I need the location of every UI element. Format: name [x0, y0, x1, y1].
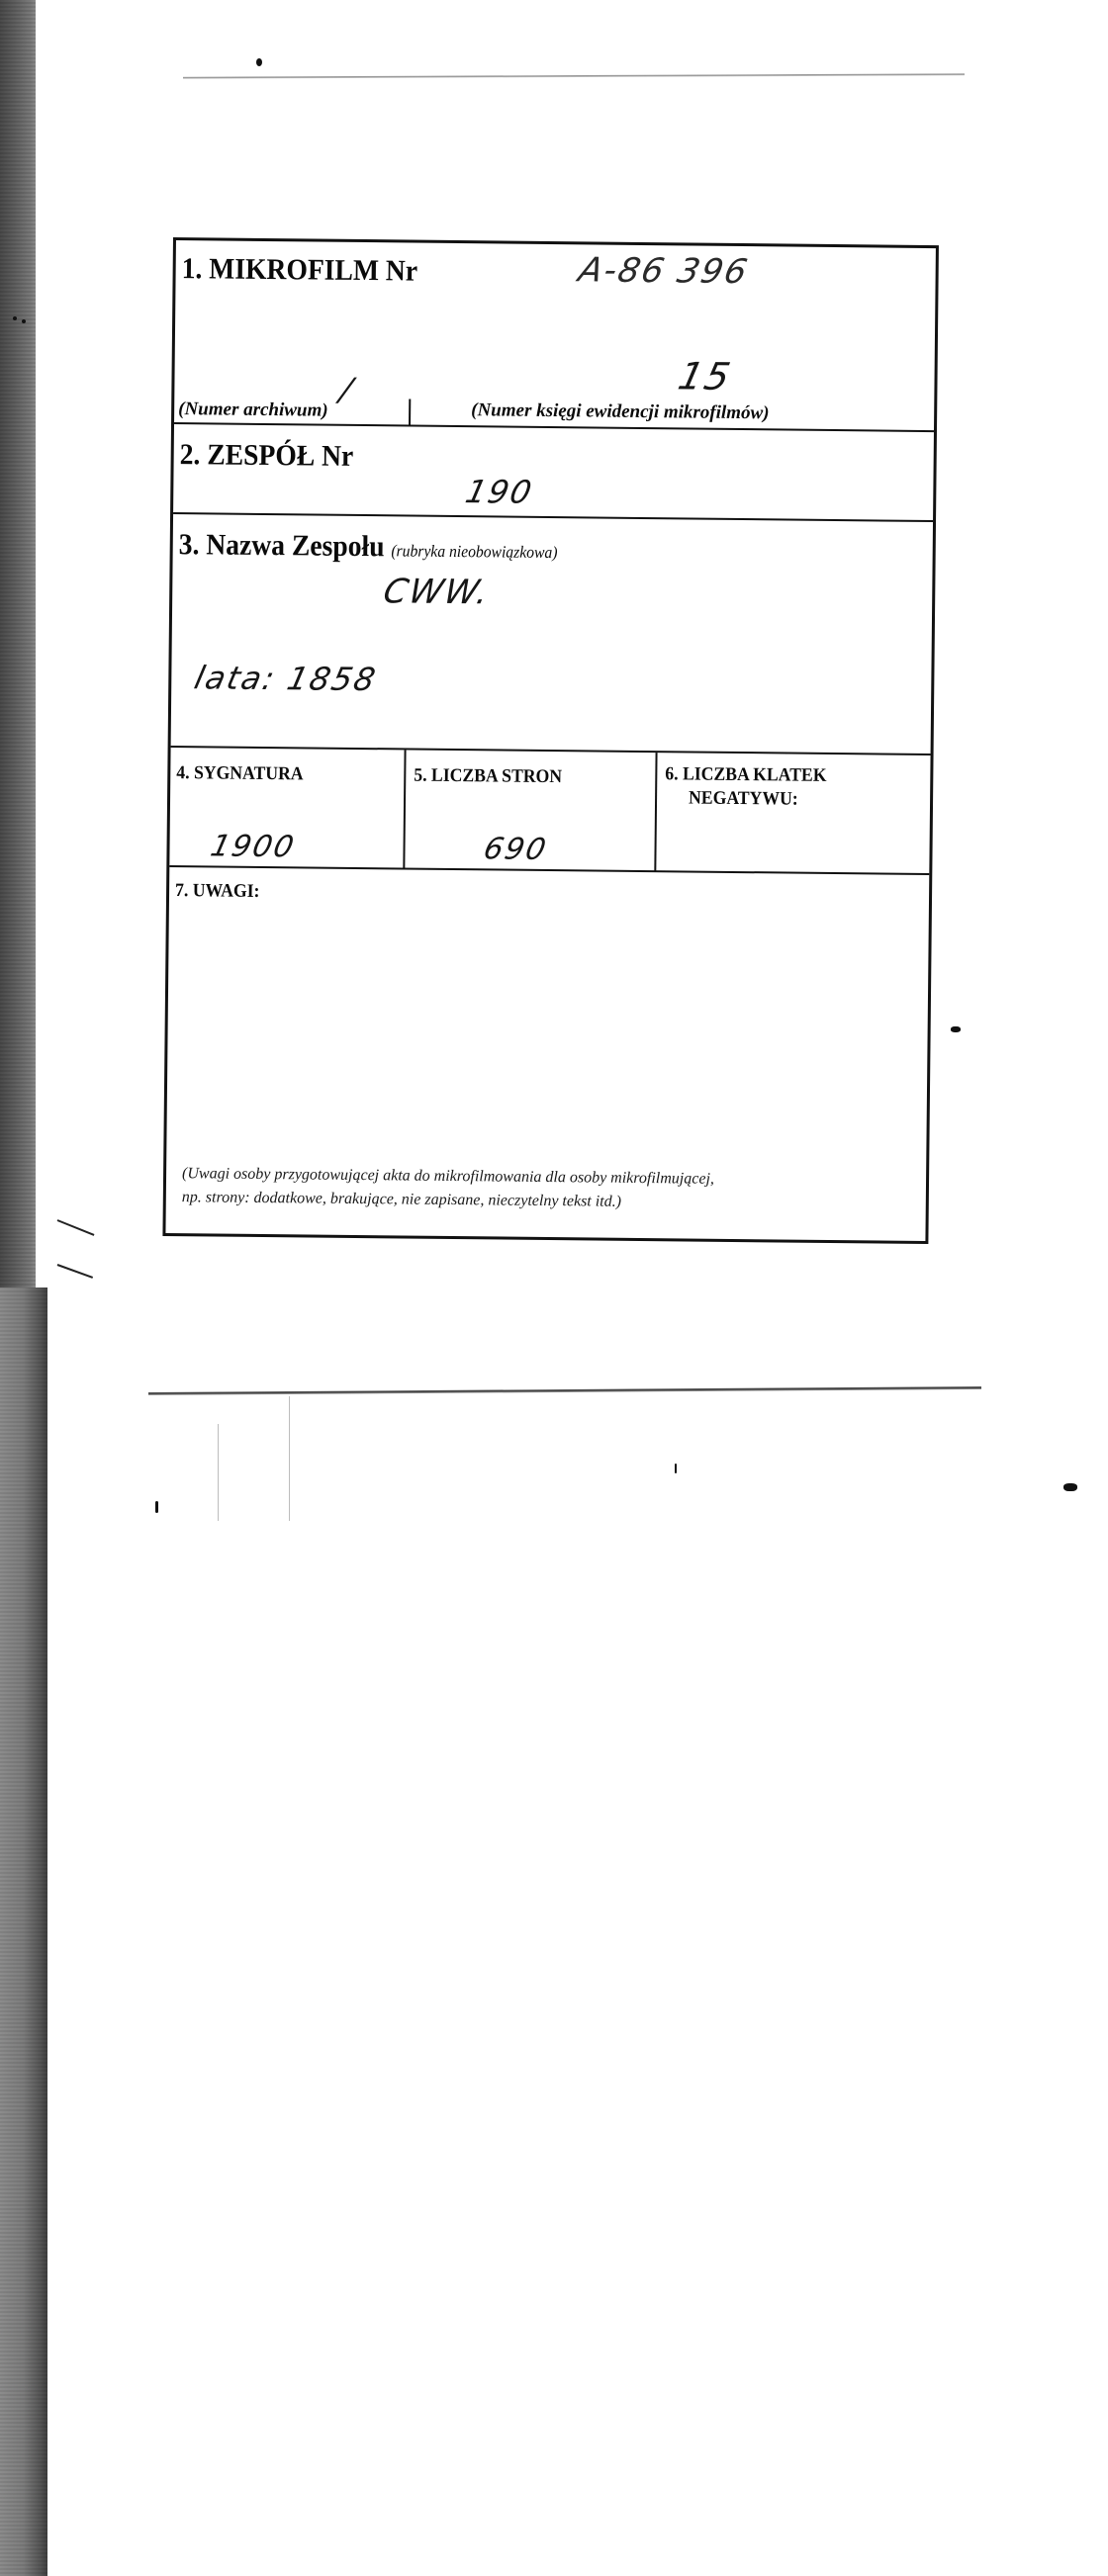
archive-number-caption: (Numer archiwum) [178, 399, 328, 421]
fonds-number-label: 2. ZESPÓŁ Nr [179, 438, 354, 473]
section-fonds-number [173, 424, 934, 521]
section-fonds-name [171, 514, 933, 755]
scan-speck [256, 58, 262, 66]
caption-divider [409, 400, 411, 426]
signature-label: 4. SYGNATURA [176, 762, 304, 785]
scan-edge-bar-left [0, 0, 36, 1288]
microfilm-number-value: A-86 396 [575, 250, 753, 293]
scan-edge-bar-right [0, 1288, 47, 2576]
fonds-years-value: lata: 1858 [191, 659, 381, 699]
remarks-instructions-line2: np. strony: dodatkowe, brakujące, nie zapisane, nieczytelny tekst itd.) [181, 1189, 622, 1210]
scan-scratch-mark [57, 1264, 93, 1279]
page-count-value: 690 [480, 832, 551, 867]
microfilm-record-form [162, 237, 939, 1244]
page-count-label: 5. LICZBA STRON [414, 764, 563, 788]
section-microfilm-number [174, 240, 936, 431]
section-row-signature-pages-frames [169, 748, 930, 874]
column-divider [403, 750, 406, 868]
remarks-instructions [182, 1162, 916, 1217]
fonds-name-title: 3. Nazwa Zespołu [178, 528, 385, 564]
section-remarks [165, 867, 929, 1241]
scan-scratch-mark [57, 1219, 95, 1236]
remarks-instructions-line1: (Uwagi osoby przygotowującej akta do mikrofilmowania dla osoby mikrofilmującej, [181, 1165, 715, 1188]
ledger-number-caption: (Numer księgi ewidencji mikrofilmów) [471, 400, 770, 424]
scan-artifact-line [218, 1424, 219, 1521]
signature-value: 1900 [207, 829, 299, 865]
scan-speck [675, 1464, 677, 1473]
fonds-name-label [179, 528, 558, 566]
fonds-name-optional-note: (rubryka nieobowiązkowa) [391, 541, 558, 563]
microfilm-number-label: 1. MIKROFILM Nr [181, 252, 418, 288]
column-divider [654, 753, 657, 871]
fonds-number-value: 190 [462, 473, 537, 511]
scan-speck [1063, 1483, 1077, 1491]
scan-speck [155, 1501, 158, 1513]
archive-number-value: / [336, 370, 358, 408]
scan-bottom-edge-line [148, 1386, 981, 1395]
remarks-label: 7. UWAGI: [174, 880, 260, 902]
negative-frames-label-line2: NEGATYWU: [688, 787, 798, 810]
ledger-number-value: 15 [674, 354, 736, 399]
scan-artifact-line [289, 1396, 290, 1521]
fonds-name-value: CWW. [379, 572, 495, 613]
scan-top-edge-line [183, 73, 965, 78]
scan-speck [951, 1026, 961, 1032]
negative-frames-label-line1: 6. LICZBA KLATEK [665, 763, 827, 786]
scan-speck [13, 316, 17, 320]
scan-speck [22, 319, 26, 323]
